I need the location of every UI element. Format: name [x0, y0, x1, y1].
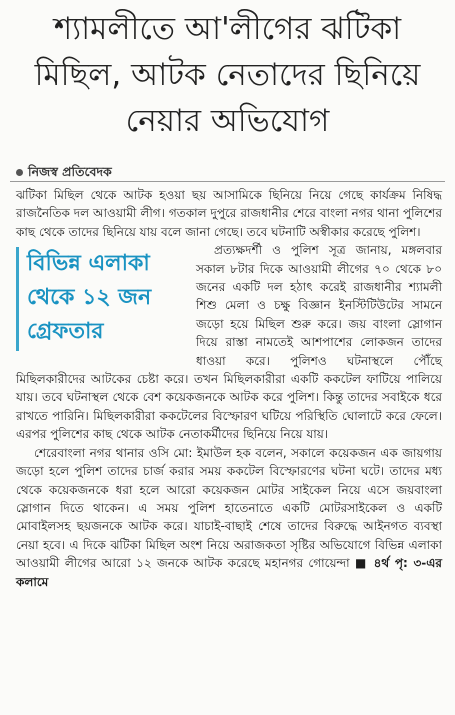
pull-quote-line-1: বিভিন্ন এলাকা: [27, 251, 150, 277]
article-body: [16, 186, 442, 591]
pull-quote-line-2: থেকে ১২ জন: [27, 285, 152, 311]
pull-quote-line-3: গ্রেফতার: [27, 319, 104, 345]
paragraph-2: প্রত্যক্ষদর্শী ও পুলিশ সূত্র জানায়, মঙ্গলবার সকাল ৮টার দিকে আওয়ামী লীগের ৭০ থেকে ৮০ জনের একটি দল হঠাৎ করেই রাজধানীর শ্যামলী শিশু মেলা ও চক্ষু বিজ্ঞান ইনস্টিটিউটের সামনে জড়ো হয়ে মিছিল শুরু করে। জয় বাংলা স্লোগান দিয়ে রাস্তা নামতেই আশপাশের লোকজন তাদের ধাওয়া করে। পুলিশও ঘটনাস্থলে পৌঁছে মিছিলকারীদের আটকের চেষ্টা করে। তখন মিছিলকারীরা একটি ককটেল ফাটিয়ে পালিয়ে যায়। তবে ঘটনাস্থল থেকে বেশ কয়েকজনকে আটক করে পুলিশ। কিন্তু তাদের সবাইকে ধরে রাখতে পারিনি। মিছিলকারীরা ককটেলের বিস্ফোরণ ঘটিয়ে পরিস্থিতি ঘোলাটে করে ফেলে। এরপর পুলিশের কাছ থেকে আটক নেতাকর্মীদের ছিনিয়ে নিয়ে যায়।: [16, 243, 442, 442]
pull-quote: [16, 247, 184, 351]
paragraph-1: ঝটিকা মিছিল থেকে আটক হওয়া ছয় আসামিকে ছিনিয়ে নিয়ে গেছে কার্যক্রম নিষিদ্ধ রাজনৈতিক দল আওয়ামী লীগ। গতকাল দুপুরে রাজধানীর শেরে বাংলা নগর থানা পুলিশের কাছ থেকে তাদের ছিনিয়ে যায় বলে জানা গেছে। তবে ঘটনাটি অস্বীকার করেছে পুলিশ।: [16, 188, 442, 239]
headline-line-2: মিছিল, আটক নেতাদের ছিনিয়ে: [34, 57, 421, 93]
bullet-dot-icon: [16, 169, 23, 176]
divider: [10, 181, 445, 182]
byline-text: নিজস্ব প্রতিবেদক: [28, 164, 112, 179]
paragraph-3: [16, 444, 442, 591]
headline: [10, 6, 445, 144]
headline-line-3: নেয়ার অভিযোগ: [125, 103, 330, 139]
jump-text: ৪র্থ পৃ: ৩-এর কলামে: [16, 556, 443, 589]
headline-line-1: শ্যামলীতে আ'লীগের ঝটিকা: [53, 11, 402, 47]
paragraph-3-text: শেরেবাংলা নগর থানার ওসি মো: ইমাউল হক বলেন, সকালে কয়েকজন এক জায়গায় জড়ো হলে পুলিশ তাদের চার্জ করার সময় ককটেল বিস্ফোরণের ঘটনা ঘটে। তাদের মধ্য থেকে কয়েকজনকে ধরা হলে আরো কয়েকজন মোটর সাইকেল নিয়ে এসে জয়বাংলা স্লোগান দিতে থাকেন। এ সময় পুলিশ হাতেনাতে একটি মোটরসাইকেল ও একটি মোবাইলসহ ছয়জনকে আটক করে। যাচাই-বাছাই শেষে তাদের বিরুদ্ধে আইনগত ব্যবস্থা নেয়া হবে। এ দিকে ঝটিকা মিছিল অংশ নিয়ে অরাজকতা সৃষ্টির অভিযোগে বিভিন্ন এলাকা আওয়ামী লীগের আরো ১২ জনকে আটক করেছে মহানগর গোয়েন্দা: [16, 445, 442, 571]
jump-reference: ■ ৪র্থ পৃ: ৩-এর কলামে: [16, 556, 443, 589]
